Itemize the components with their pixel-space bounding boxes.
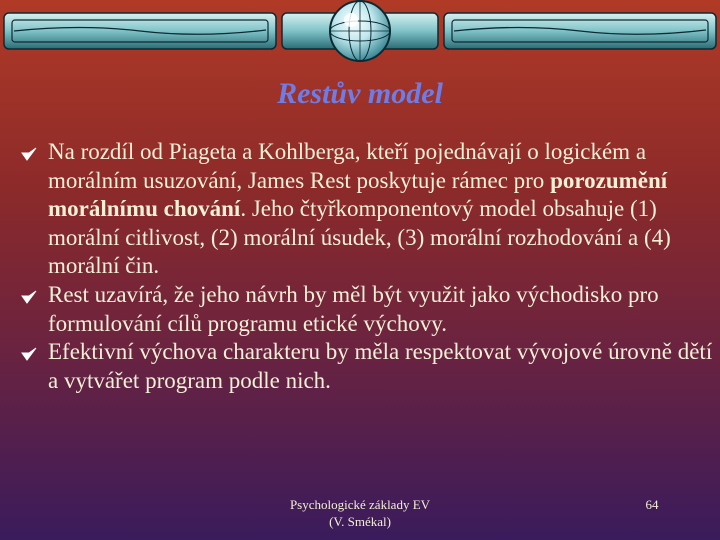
header-decoration: [0, 0, 720, 70]
checkmark-bullet-icon: [21, 147, 37, 161]
bullet-1-text-after: . Jeho čtyřkomponentový model obsahuje (1) morální citlivost, (2) morální úsudek, (3) morální rozhodování a (4) morální čin.: [48, 196, 671, 279]
bullet-3-text: Efektivní výchova charakteru by měla respektovat vývojové úrovně dětí a vytvářet program podle nich.: [48, 339, 713, 393]
checkmark-bullet-icon: [21, 290, 37, 304]
bullet-item-3: [48, 338, 716, 395]
left-banner: [4, 13, 276, 49]
checkmark-bullet-icon: [21, 347, 37, 361]
bullet-1-text-before: Na rozdíl od Piageta a Kohlberga, kteří pojednávají o logickém a morálním usuzování, James Rest poskytuje rámec pro: [48, 139, 647, 193]
footer-line-1: Psychologické základy EV: [289, 497, 431, 512]
right-banner: [444, 13, 716, 49]
bullet-list: [48, 138, 716, 395]
bullet-1-text-bold: porozumění morálnímu chování: [48, 167, 668, 222]
footer-line-2: (V. Smékal): [329, 514, 391, 529]
footer-source: [260, 496, 460, 530]
bullet-2-text: Rest uzavírá, že jeho návrh by měl být využit jako východisko pro formulování cílů programu etické výchovy.: [48, 281, 659, 336]
bullet-item-1: [48, 138, 716, 281]
page-number: 64: [645, 497, 659, 512]
bullet-item-2: [48, 281, 716, 338]
slide-title: Restův model: [277, 77, 443, 110]
globe-icon: [330, 1, 390, 61]
